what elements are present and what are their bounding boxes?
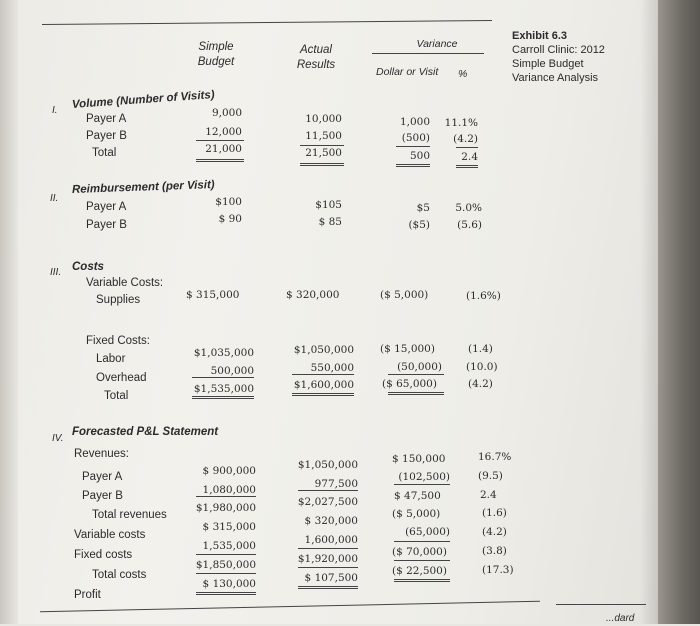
pl-profit-var-rule [394, 560, 450, 561]
pl-profit-actual-rule [298, 567, 358, 568]
s1-row2-label: Payer B [86, 130, 127, 142]
pl-row1-label: Payer A [82, 471, 123, 483]
header-percent: % [458, 68, 468, 80]
top-rule [42, 20, 492, 25]
s2-row1-label: Payer A [86, 201, 127, 213]
s2-row2-actual: $ 85 [318, 216, 342, 228]
s2-row1-actual: $105 [315, 199, 342, 211]
s1-pct-rule [456, 147, 478, 148]
overhead-pct: (10.0) [466, 361, 498, 373]
revenues-heading: Revenues: [74, 448, 129, 460]
pl-row7-label: Profit [74, 589, 101, 601]
fixed-total-budget: $1,535,000 [193, 383, 254, 395]
s1-row1-label: Payer A [86, 113, 127, 125]
s2-row1-var: $5 [416, 202, 430, 214]
pl-row5-pct: (4.2) [482, 526, 507, 538]
overhead-actual: 550,000 [310, 362, 354, 374]
variable-costs-heading: Variable Costs: [86, 277, 164, 289]
s1-budget-double-rule [196, 159, 244, 162]
s2-row1-budget: $100 [215, 196, 242, 208]
fixed-total-var: ($ 65,000) [382, 378, 437, 390]
header-dollar-or-visit: Dollar or Visit [376, 66, 439, 78]
pl-row2-actual: 977,500 [314, 478, 358, 490]
s1-actual-double-rule [300, 163, 344, 166]
pl-profit-budget-rule [196, 573, 256, 574]
fixed-var-double-rule [388, 392, 444, 395]
exhibit-line-1: Carroll Clinic: 2012 [512, 44, 605, 56]
pl-row4-var: ($ 5,000) [392, 508, 441, 520]
s1-row3-pct: 2.4 [461, 151, 478, 163]
section1-title: Volume (Number of Visits) [71, 89, 215, 111]
header-results: Results [296, 59, 336, 71]
pl-rev-budget-rule [196, 496, 256, 497]
pl-profit-var-double-rule [394, 579, 450, 582]
overhead-var: (50,000) [397, 361, 442, 373]
pl-row7-actual: $ 107,500 [304, 572, 358, 584]
header-simple: Simple [198, 41, 234, 53]
pl-row1-actual: $1,050,000 [297, 459, 358, 471]
pl-row4-budget: $ 315,000 [202, 521, 256, 533]
pl-row3-pct: 2.4 [480, 489, 497, 501]
pl-row6-label: Total costs [92, 569, 147, 581]
s1-row3-label: Total [92, 147, 117, 159]
s2-row2-pct: (5.6) [457, 219, 482, 231]
supplies-budget: $ 315,000 [186, 289, 240, 301]
section2-title: Reimbursement (per Visit) [71, 179, 215, 196]
pl-cost-budget-rule [196, 554, 256, 555]
pl-row5-label: Fixed costs [74, 549, 133, 561]
section4-title: Forecasted P&L Statement [72, 426, 219, 438]
section3-title: Costs [72, 261, 104, 273]
pl-row1-var: $ 150,000 [392, 453, 446, 465]
book-binding [658, 0, 700, 624]
exhibit-label: Exhibit 6.3 [512, 30, 568, 42]
fixed-budget-double-rule [192, 396, 254, 399]
s1-row3-var: 500 [409, 150, 430, 162]
page-left-edge [0, 0, 18, 624]
exhibit-line-3: Variance Analysis [512, 72, 599, 84]
pl-row5-var: (65,000) [405, 526, 450, 538]
header-budget: Budget [197, 56, 235, 68]
section2-numeral: II. [50, 193, 59, 204]
variance-header-rule [372, 53, 484, 54]
footer-fragment: ...dard [606, 613, 635, 624]
section1-numeral: I. [52, 105, 58, 116]
fixed-total-pct: (4.2) [468, 378, 493, 390]
fixed-var-rule [388, 374, 444, 375]
pl-row2-label: Payer B [82, 490, 123, 502]
pl-row4-actual: $ 320,000 [304, 515, 358, 527]
pl-row5-actual: 1,600,000 [304, 534, 358, 546]
s1-row2-actual: 11,500 [305, 130, 342, 142]
labor-var: ($ 15,000) [380, 343, 435, 355]
pl-row1-pct: 16.7% [478, 451, 512, 463]
s2-row2-var: ($5) [408, 219, 430, 231]
s1-var-rule [396, 146, 430, 147]
fixed-total-label: Total [104, 390, 129, 402]
pl-cost-var-rule [394, 541, 450, 542]
s1-row2-pct: (4.2) [453, 133, 478, 145]
fixed-budget-rule [192, 377, 254, 378]
footer-rule [556, 604, 646, 605]
pl-row3-budget: $1,980,000 [195, 502, 256, 514]
pl-profit-budget-double-rule [196, 592, 256, 595]
s1-pct-double-rule [456, 165, 478, 168]
pl-row3-var: $ 47,500 [394, 490, 441, 502]
labor-pct: (1.4) [468, 343, 493, 355]
fixed-actual-rule [292, 374, 354, 375]
overhead-budget: 500,000 [210, 365, 254, 377]
s1-row1-pct: 11.1% [444, 117, 478, 129]
bottom-rule [40, 601, 540, 612]
s1-row1-var: 1,000 [399, 116, 430, 128]
s1-row1-actual: 10,000 [305, 113, 342, 125]
pl-row6-budget: $1,850,000 [195, 559, 256, 571]
section3-numeral: III. [50, 267, 62, 278]
pl-row4-pct: (1.6) [482, 507, 507, 519]
fixed-total-actual: $1,600,000 [293, 379, 354, 391]
pl-row3-label: Total revenues [92, 509, 167, 521]
pl-row6-var: ($ 70,000) [392, 546, 447, 558]
header-variance: Variance [416, 38, 458, 50]
overhead-label: Overhead [96, 372, 147, 384]
header-actual: Actual [300, 44, 332, 56]
s1-row3-budget: 21,000 [205, 143, 242, 155]
pl-row2-var: (102,500) [398, 471, 450, 483]
labor-label: Labor [96, 353, 126, 365]
section4-numeral: IV. [52, 433, 64, 444]
pl-row2-budget: 1,080,000 [202, 484, 256, 496]
s1-row2-var: (500) [401, 132, 430, 144]
fixed-costs-heading: Fixed Costs: [86, 335, 150, 347]
s2-row2-budget: $ 90 [218, 213, 242, 225]
pl-row5-budget: 1,535,000 [202, 540, 256, 552]
pl-row3-actual: $2,027,500 [297, 496, 358, 508]
pl-row1-budget: $ 900,000 [202, 465, 256, 477]
pl-row7-pct: (17.3) [482, 564, 514, 576]
s1-budget-rule [196, 140, 244, 141]
pl-profit-actual-double-rule [298, 586, 358, 589]
binder-shadow [640, 0, 658, 624]
s1-row3-actual: 21,500 [305, 147, 342, 159]
s2-row1-pct: 5.0% [455, 202, 482, 214]
labor-actual: $1,050,000 [293, 344, 354, 356]
pl-row6-pct: (3.8) [482, 545, 507, 557]
supplies-var: ($ 5,000) [380, 289, 429, 301]
exhibit-line-2: Simple Budget [512, 58, 584, 70]
pl-row7-var: ($ 22,500) [392, 565, 447, 577]
pl-rev-actual-rule [298, 490, 358, 491]
pl-row2-pct: (9.5) [478, 470, 503, 482]
s1-row1-budget: 9,000 [211, 107, 242, 119]
pl-row6-actual: $1,920,000 [297, 553, 358, 565]
supplies-pct: (1.6%) [466, 290, 501, 302]
supplies-actual: $ 320,000 [286, 289, 340, 301]
labor-budget: $1,035,000 [193, 347, 254, 359]
pl-row7-budget: $ 130,000 [202, 578, 256, 590]
pl-row4-label: Variable costs [74, 529, 146, 541]
supplies-label: Supplies [96, 294, 141, 306]
pl-cost-actual-rule [298, 548, 358, 549]
s2-row2-label: Payer B [86, 219, 127, 231]
pl-rev-var-rule [394, 484, 450, 485]
fixed-actual-double-rule [292, 393, 354, 396]
s1-row2-budget: 12,000 [205, 126, 242, 138]
s1-var-double-rule [396, 164, 430, 167]
